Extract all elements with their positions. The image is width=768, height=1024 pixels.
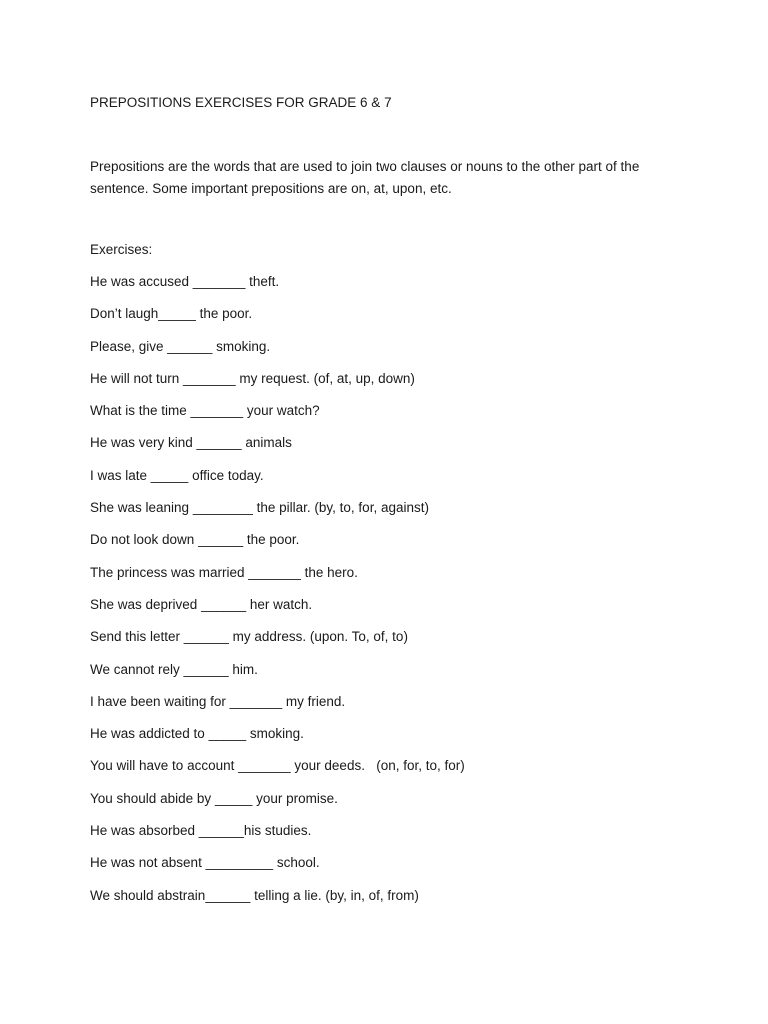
exercise-item: Please, give ______ smoking. <box>90 338 271 354</box>
exercise-item: He will not turn _______ my request. (of, at, up, down) <box>90 370 415 386</box>
exercise-item: We should abstrain______ telling a lie. (by, in, of, from) <box>90 887 419 903</box>
exercise-item: You will have to account _______ your deeds. (on, for, to, for) <box>90 758 465 774</box>
exercise-item: He was very kind ______ animals <box>90 435 292 451</box>
exercise-item: I have been waiting for _______ my friend. <box>90 693 346 709</box>
exercise-item: We cannot rely ______ him. <box>90 661 258 677</box>
exercise-item: I was late _____ office today. <box>90 467 264 483</box>
exercise-item: You should abide by _____ your promise. <box>90 790 338 806</box>
exercise-item: He was addicted to _____ smoking. <box>90 726 304 742</box>
exercise-item: Send this letter ______ my address. (upon. To, of, to) <box>90 629 408 645</box>
intro-paragraph: Prepositions are the words that are used to join two clauses or nouns to the other part of the sentence. Some important prepositions are on, at, upon, etc. <box>90 159 640 196</box>
exercises-heading: Exercises: <box>90 242 153 257</box>
exercise-item: Don’t laugh_____ the poor. <box>90 306 253 322</box>
exercise-item: She was deprived ______ her watch. <box>90 596 313 612</box>
exercise-item: Do not look down ______ the poor. <box>90 532 300 548</box>
exercise-item: He was not absent _________ school. <box>90 855 320 871</box>
exercise-item: He was absorbed ______his studies. <box>90 823 312 839</box>
exercise-list <box>90 273 465 919</box>
exercise-item: He was accused _______ theft. <box>90 274 280 289</box>
exercise-item: What is the time _______ your watch? <box>90 403 320 419</box>
exercise-item: She was leaning ________ the pillar. (by, to, for, against) <box>90 500 429 516</box>
exercise-item: The princess was married _______ the hero. <box>90 564 358 580</box>
page-title: PREPOSITIONS EXERCISES FOR GRADE 6 & 7 <box>90 95 392 110</box>
